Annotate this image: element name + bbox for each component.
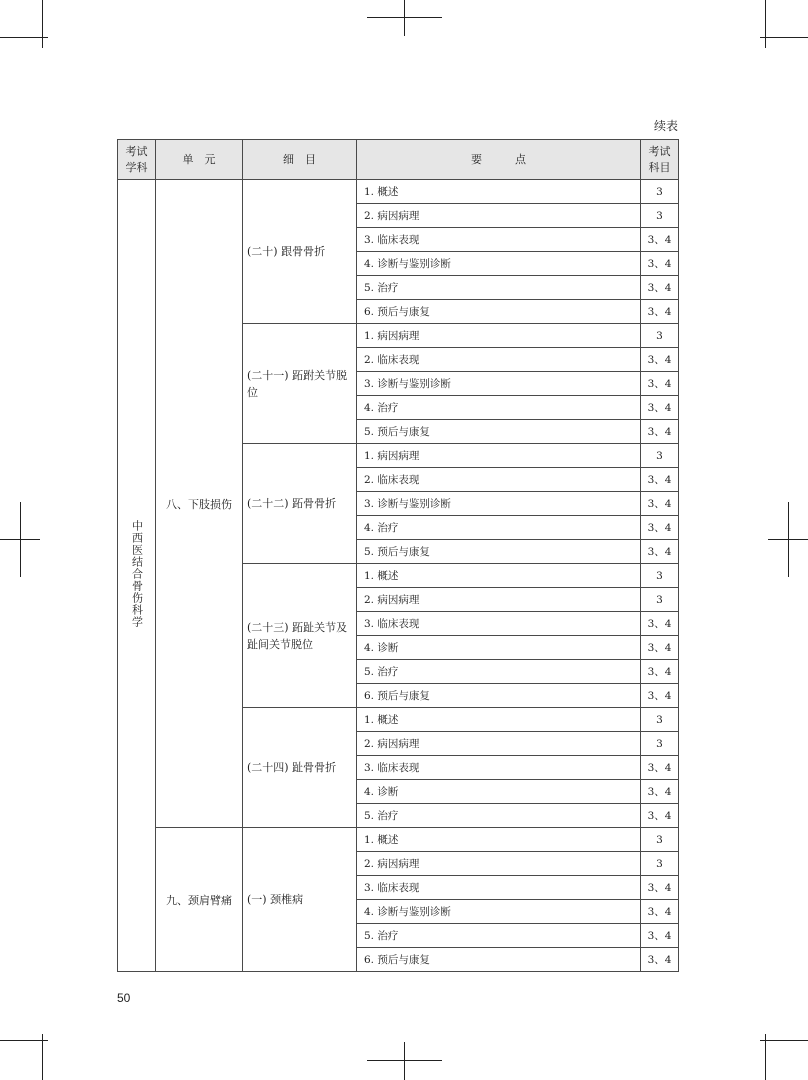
continued-table-label: 续表 [653,119,678,133]
table-row [118,828,679,852]
exam-subject-cell: 3、4 [641,660,679,684]
point-cell: 1. 概述 [357,564,641,588]
point-cell: 3. 临床表现 [357,612,641,636]
point-cell: 4. 治疗 [357,396,641,420]
point-cell: 1. 概述 [357,828,641,852]
exam-subject-cell: 3 [641,444,679,468]
exam-subject-cell: 3、4 [641,420,679,444]
point-cell: 4. 治疗 [357,516,641,540]
exam-subject-cell: 3、4 [641,636,679,660]
exam-subject-cell: 3 [641,708,679,732]
point-cell: 6. 预后与康复 [357,684,641,708]
point-cell: 5. 治疗 [357,804,641,828]
subject-label: 中西医结合骨伤科学 [130,520,144,628]
unit-cell: 八、下肢损伤 [156,180,243,828]
point-cell: 3. 临床表现 [357,756,641,780]
point-cell: 2. 临床表现 [357,348,641,372]
exam-subject-cell: 3、4 [641,756,679,780]
point-cell: 6. 预后与康复 [357,300,641,324]
exam-subject-cell: 3、4 [641,396,679,420]
detail-cell: (一) 颈椎病 [243,828,357,972]
exam-subject-cell: 3 [641,324,679,348]
exam-subject-cell: 3、4 [641,804,679,828]
point-cell: 3. 临床表现 [357,228,641,252]
exam-subject-cell: 3 [641,180,679,204]
exam-subject-cell: 3、4 [641,924,679,948]
point-cell: 1. 概述 [357,180,641,204]
exam-subject-cell: 3、4 [641,300,679,324]
point-cell: 3. 诊断与鉴别诊断 [357,372,641,396]
unit-cell: 九、颈肩臂痛 [156,828,243,972]
point-cell: 5. 治疗 [357,924,641,948]
point-cell: 4. 诊断 [357,780,641,804]
exam-subject-cell: 3 [641,828,679,852]
detail-cell: (二十二) 跖骨骨折 [243,444,357,564]
point-cell: 4. 诊断 [357,636,641,660]
detail-cell: (二十一) 跖跗关节脱位 [243,324,357,444]
point-cell: 2. 临床表现 [357,468,641,492]
exam-subject-cell: 3、4 [641,540,679,564]
header-unit: 单 元 [156,140,243,180]
header-subject: 考试 学科 [118,140,156,180]
exam-subject-cell: 3、4 [641,468,679,492]
exam-subject-cell: 3、4 [641,780,679,804]
exam-subject-cell: 3、4 [641,276,679,300]
table-header-row [118,140,679,180]
exam-subject-cell: 3、4 [641,252,679,276]
point-cell: 2. 病因病理 [357,732,641,756]
point-cell: 6. 预后与康复 [357,948,641,972]
detail-cell: (二十三) 跖趾关节及趾间关节脱位 [243,564,357,708]
page-number: 50 [117,991,131,1005]
subject-cell [118,180,156,972]
syllabus-table [117,139,679,972]
point-cell: 4. 诊断与鉴别诊断 [357,900,641,924]
point-cell: 5. 治疗 [357,660,641,684]
exam-subject-cell: 3 [641,852,679,876]
exam-subject-cell: 3、4 [641,348,679,372]
exam-subject-cell: 3 [641,732,679,756]
exam-subject-cell: 3、4 [641,372,679,396]
point-cell: 3. 临床表现 [357,876,641,900]
detail-cell: (二十四) 趾骨骨折 [243,708,357,828]
exam-subject-cell: 3、4 [641,684,679,708]
point-cell: 2. 病因病理 [357,204,641,228]
exam-subject-cell: 3、4 [641,876,679,900]
point-cell: 3. 诊断与鉴别诊断 [357,492,641,516]
table-body [118,180,679,972]
header-exam: 考试 科目 [641,140,679,180]
point-cell: 5. 预后与康复 [357,420,641,444]
point-cell: 1. 病因病理 [357,324,641,348]
exam-subject-cell: 3 [641,564,679,588]
point-cell: 5. 治疗 [357,276,641,300]
exam-subject-cell: 3、4 [641,492,679,516]
point-cell: 2. 病因病理 [357,588,641,612]
detail-cell: (二十) 跟骨骨折 [243,180,357,324]
exam-subject-cell: 3、4 [641,516,679,540]
exam-subject-cell: 3 [641,588,679,612]
exam-subject-cell: 3、4 [641,900,679,924]
exam-subject-cell: 3 [641,204,679,228]
point-cell: 1. 概述 [357,708,641,732]
point-cell: 2. 病因病理 [357,852,641,876]
header-detail: 细 目 [243,140,357,180]
point-cell: 1. 病因病理 [357,444,641,468]
header-points: 要 点 [357,140,641,180]
point-cell: 5. 预后与康复 [357,540,641,564]
exam-subject-cell: 3、4 [641,228,679,252]
point-cell: 4. 诊断与鉴别诊断 [357,252,641,276]
table-row [118,180,679,204]
exam-subject-cell: 3、4 [641,612,679,636]
exam-subject-cell: 3、4 [641,948,679,972]
